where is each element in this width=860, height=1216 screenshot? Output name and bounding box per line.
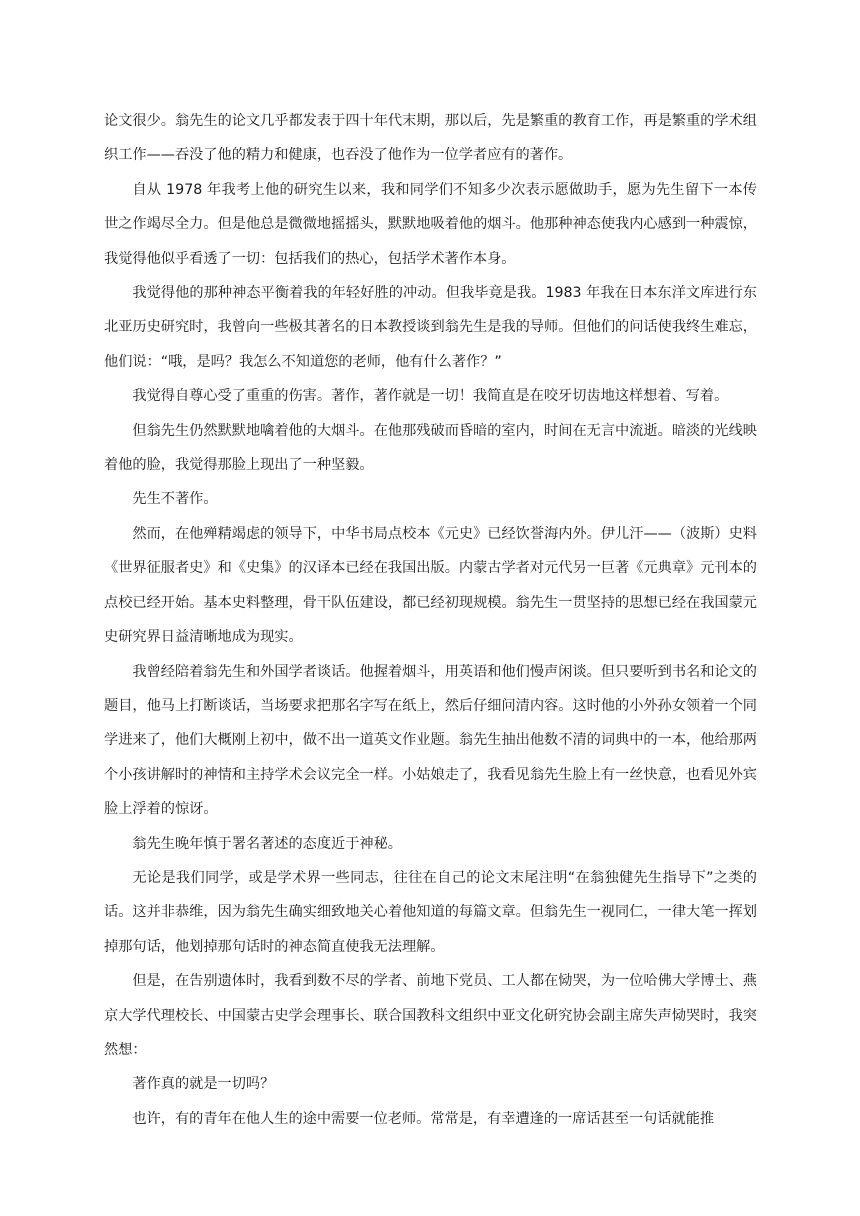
paragraph-5: 但翁先生仍然默默地噙着他的大烟斗。在他那残破而昏暗的室内，时间在无言中流逝。暗淡的光线映着他的脸，我觉得那脸上现出了一种坚毅。 [104, 422, 757, 474]
document-page [104, 104, 757, 1136]
paragraph-12: 著作真的就是一切吗？ [132, 1076, 275, 1093]
paragraph-8: 我曾经陪着翁先生和外国学者谈话。他握着烟斗，用英语和他们慢声闲谈。但只要听到书名和论文的题目，他马上打断谈话，当场要求把那名字写在纸上，然后仔细问清内容。这时他的小外孙女领着一个同学进来了，他们大概刚上初中，做不出一道英文作业题。翁先生抽出他数不清的词典中的一本，他给那两个小孩讲解时的神情和主持学术会议完全一样。小姑娘走了，我看见翁先生脸上有一丝快意，也看见外宾脸上浮着的惊讶。 [104, 663, 757, 818]
paragraph-6: 先生不著作。 [132, 491, 218, 508]
paragraph-4: 我觉得自尊心受了重重的伤害。著作，著作就是一切！我简直是在咬牙切齿地这样想着、写着。 [132, 388, 729, 405]
paragraph-9: 翁先生晚年慎于署名著述的态度近于神秘。 [132, 835, 402, 852]
paragraph-11: 但是，在告别遗体时，我看到数不尽的学者、前地下党员、工人都在恸哭，为一位哈佛大学博士、燕京大学代理校长、中国蒙古史学会理事长、联合国教科文组织中亚文化研究协会副主席失声恸哭时，我突然想： [104, 973, 757, 1058]
paragraph-2: 自从 1978 年我考上他的研究生以来，我和同学们不知多少次表示愿做助手，愿为先生留下一本传世之作竭尽全力。但是他总是微微地摇摇头，默默地吸着他的烟斗。他那种神态使我内心感到一种震惊，我觉得他似乎看透了一切：包括我们的热心，包括学术著作本身。 [104, 181, 757, 267]
paragraph-13: 也许，有的青年在他人生的途中需要一位老师。常常是，有幸遭逢的一席话甚至一句话就能推 [132, 1110, 715, 1127]
paragraph-1: 论文很少。翁先生的论文几乎都发表于四十年代末期，那以后，先是繁重的教育工作，再是繁重的学术组织工作——吞没了他的精力和健康，也吞没了他作为一位学者应有的著作。 [104, 113, 757, 164]
paragraph-3: 我觉得他的那种神态平衡着我的年轻好胜的冲动。但我毕竟是我。1983 年我在日本东洋文库进行东北亚历史研究时，我曾向一些极其著名的日本教授谈到翁先生是我的导师。但他们的问话使我终生难忘，他们说：“哦，是吗？我怎么不知道您的老师，他有什么著作？” [104, 285, 757, 370]
paragraph-7: 然而，在他殚精竭虑的领导下，中华书局点校本《元史》已经饮誉海内外。伊儿汗——（波斯）史料《世界征服者史》和《史集》的汉译本已经在我国出版。内蒙古学者对元代另一巨著《元典章》元刊本的点校已经开始。基本史料整理，骨干队伍建设，都已经初现规模。翁先生一贯坚持的思想已经在我国蒙元史研究界日益清晰地成为现实。 [104, 525, 757, 646]
paragraph-10: 无论是我们同学，或是学术界一些同志，往往在自己的论文末尾注明“在翁独健先生指导下”之类的话。这并非恭维，因为翁先生确实细致地关心着他知道的每篇文章。但翁先生一视同仁，一律大笔一挥划掉那句话，他划掉那句话时的神态简直使我无法理解。 [104, 869, 757, 955]
